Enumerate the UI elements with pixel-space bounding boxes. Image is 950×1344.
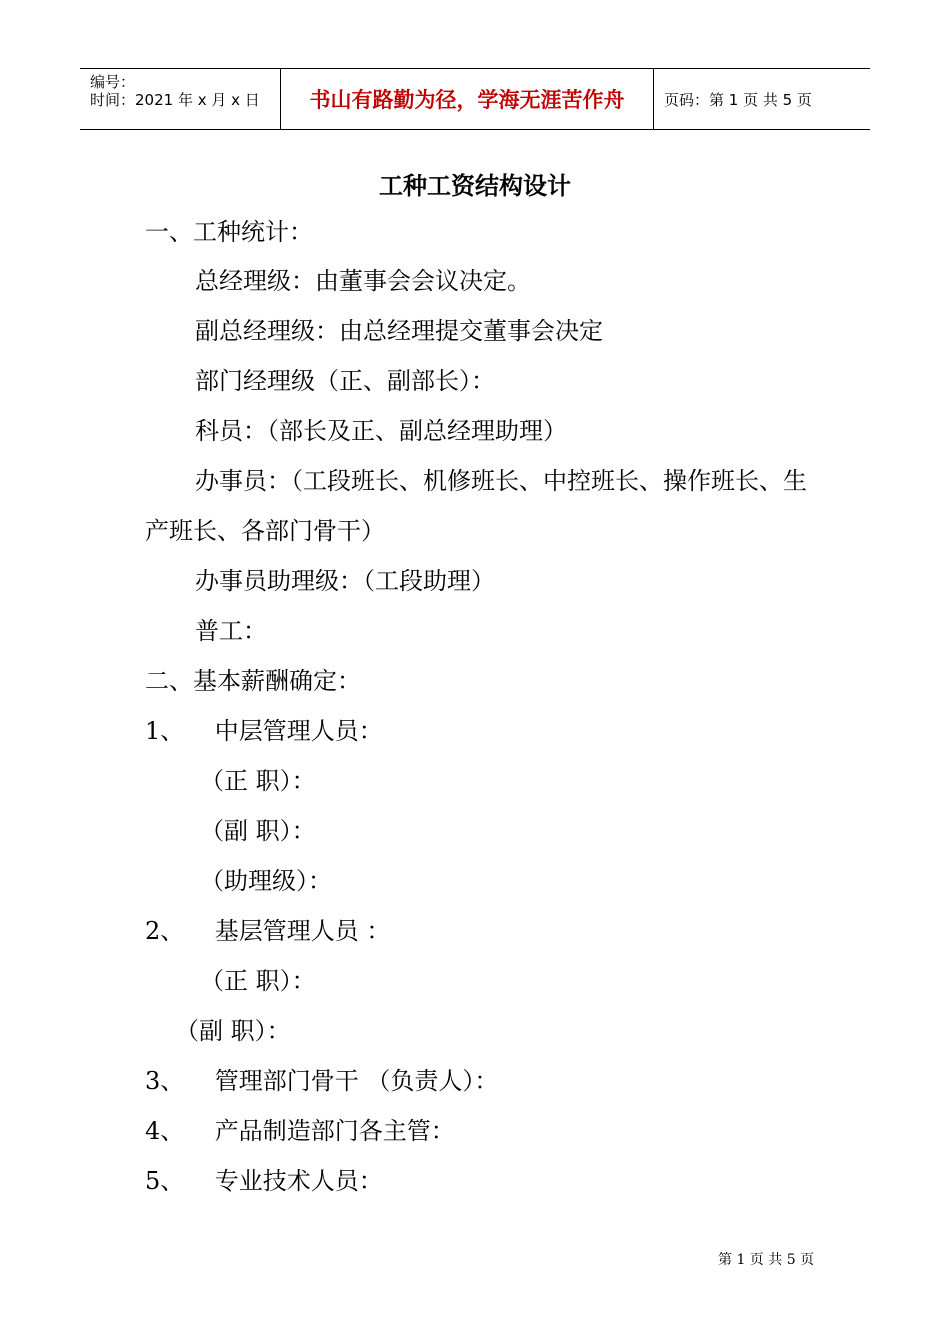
body-line: （正 职）： [200,767,316,795]
header-motto-cell [281,69,654,129]
body-line: 总经理级：由董事会会议决定。 [195,267,531,295]
body-line: （副 职）： [175,1017,291,1045]
body-line: 部门经理级（正、副部长）： [195,367,495,395]
document-title: 工种工资结构设计 [379,172,571,200]
section-heading: 一、工种统计： [145,218,313,246]
footer-page-info: 第 1 页 共 5 页 [718,1252,815,1268]
body-line: （助理级）： [200,867,332,895]
numbered-item: 4、 产品制造部门各主管： [145,1117,455,1145]
body-line: 科员：（部长及正、副总经理助理） [195,417,567,445]
body-line: （副 职）： [200,817,316,845]
section-heading: 二、基本薪酬确定： [145,667,361,695]
numbered-item: 5、 专业技术人员： [145,1167,383,1195]
time-label: 时间：2021 年 x 月 x 日 [90,91,260,109]
header-page-cell [654,69,870,129]
numbered-item: 3、 管理部门骨干 （负责人）： [145,1067,499,1095]
motto-text: 书山有路勤为径，学海无涯苦作舟 [309,88,625,112]
body-line: 普工： [195,617,267,645]
number-label: 编号： [90,73,136,91]
numbered-item: 2、 基层管理人员 ： [145,917,391,945]
header-meta-cell [80,69,281,129]
body-line: （正 职）： [200,967,316,995]
body-line: 产班长、各部门骨干） [145,517,385,545]
body-line: 办事员：（工段班长、机修班长、中控班长、操作班长、生 [195,467,807,495]
header-page-info: 页码：第 1 页 共 5 页 [664,90,812,109]
body-line: 办事员助理级：（工段助理） [195,567,495,595]
body-line: 副总经理级：由总经理提交董事会决定 [195,317,603,345]
numbered-item: 1、 中层管理人员： [145,717,383,745]
document-header [80,68,870,130]
